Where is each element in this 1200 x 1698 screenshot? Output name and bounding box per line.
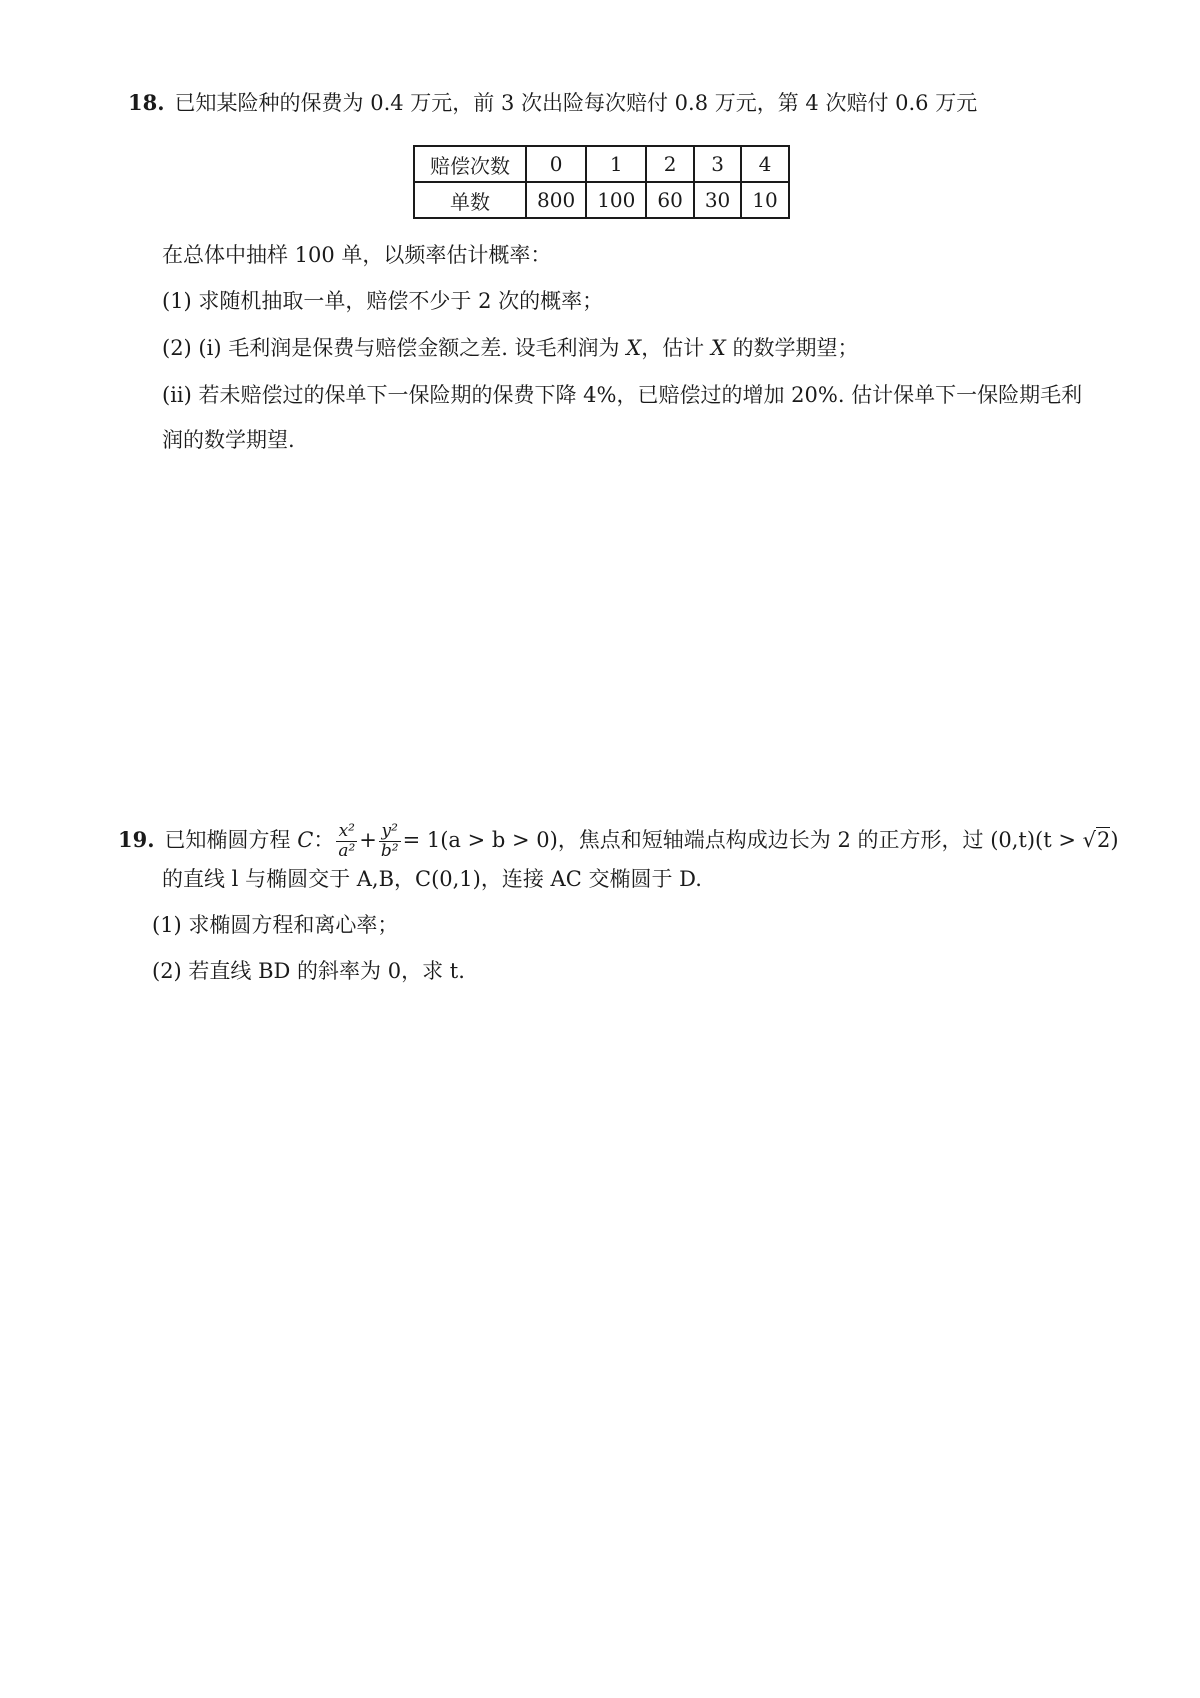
table-cell: 30	[694, 182, 741, 218]
denominator: b²	[380, 841, 399, 861]
claims-table	[413, 145, 790, 219]
table-cell: 1	[586, 146, 646, 182]
table-row	[414, 146, 789, 182]
q18-part2i-text: 的数学期望；	[725, 336, 859, 360]
q18-part1: (1) 求随机抽取一单，赔偿不少于 2 次的概率；	[162, 289, 604, 313]
table-cell: 800	[526, 182, 586, 218]
q19-condition: = 1(a > b > 0)	[402, 828, 558, 852]
row-header-orders: 单数	[414, 182, 526, 218]
q18-part2ii-line1: (ii) 若未赔偿过的保单下一保险期的保费下降 4%，已赔偿过的增加 20%. 估计保单下一保险期毛利	[162, 383, 1083, 407]
denominator: a²	[338, 841, 356, 861]
q19-text: 已知椭圆方程	[164, 828, 298, 852]
table-cell: 10	[741, 182, 788, 218]
q18-part2i-text: ，估计	[641, 336, 711, 360]
table-row	[414, 182, 789, 218]
q18-part2i-text: (2) (i) 毛利润是保费与赔偿金额之差. 设毛利润为	[162, 336, 627, 360]
q19-line1	[118, 818, 1119, 862]
var-x: X	[626, 336, 642, 360]
q18-part2ii-line2: 润的数学期望.	[162, 428, 295, 452]
table-cell: 2	[646, 146, 693, 182]
table-cell: 60	[646, 182, 693, 218]
var-x: X	[710, 336, 726, 360]
table-cell: 4	[741, 146, 788, 182]
table-cell: 3	[694, 146, 741, 182]
row-header-claims: 赔偿次数	[414, 146, 526, 182]
numerator: x²	[336, 822, 357, 842]
q19-part1: (1) 求椭圆方程和离心率；	[152, 913, 399, 937]
q19-text: ：	[313, 828, 335, 852]
sqrt-symbol: √	[1082, 828, 1097, 852]
q19-text: )	[1110, 828, 1119, 852]
q19-line2: 的直线 l 与椭圆交于 A,B，C(0,1)，连接 AC 交椭圆于 D.	[162, 867, 702, 891]
q18-sampling: 在总体中抽样 100 单，以频率估计概率：	[162, 243, 552, 267]
q18-stem-text: 已知某险种的保费为 0.4 万元，前 3 次出险每次赔付 0.8 万元，第 4 次赔付 0.6 万元	[174, 91, 978, 115]
table-cell: 100	[586, 182, 646, 218]
fraction-y-over-b	[379, 822, 401, 861]
q19-number: 19.	[118, 827, 155, 852]
q18-part2i	[162, 333, 859, 363]
q19-part2: (2) 若直线 BD 的斜率为 0，求 t.	[152, 959, 465, 983]
sqrt-argument: 2	[1097, 828, 1111, 852]
fraction-x-over-a	[336, 822, 357, 861]
numerator: y²	[379, 822, 401, 842]
var-c: C	[297, 828, 314, 852]
table-cell: 0	[526, 146, 586, 182]
plus-sign: +	[359, 828, 377, 852]
q18-stem	[128, 88, 977, 118]
q19-text: ，焦点和短轴端点构成边长为 2 的正方形，过 (0,t)(t >	[557, 828, 1083, 852]
q18-number: 18.	[128, 90, 165, 115]
